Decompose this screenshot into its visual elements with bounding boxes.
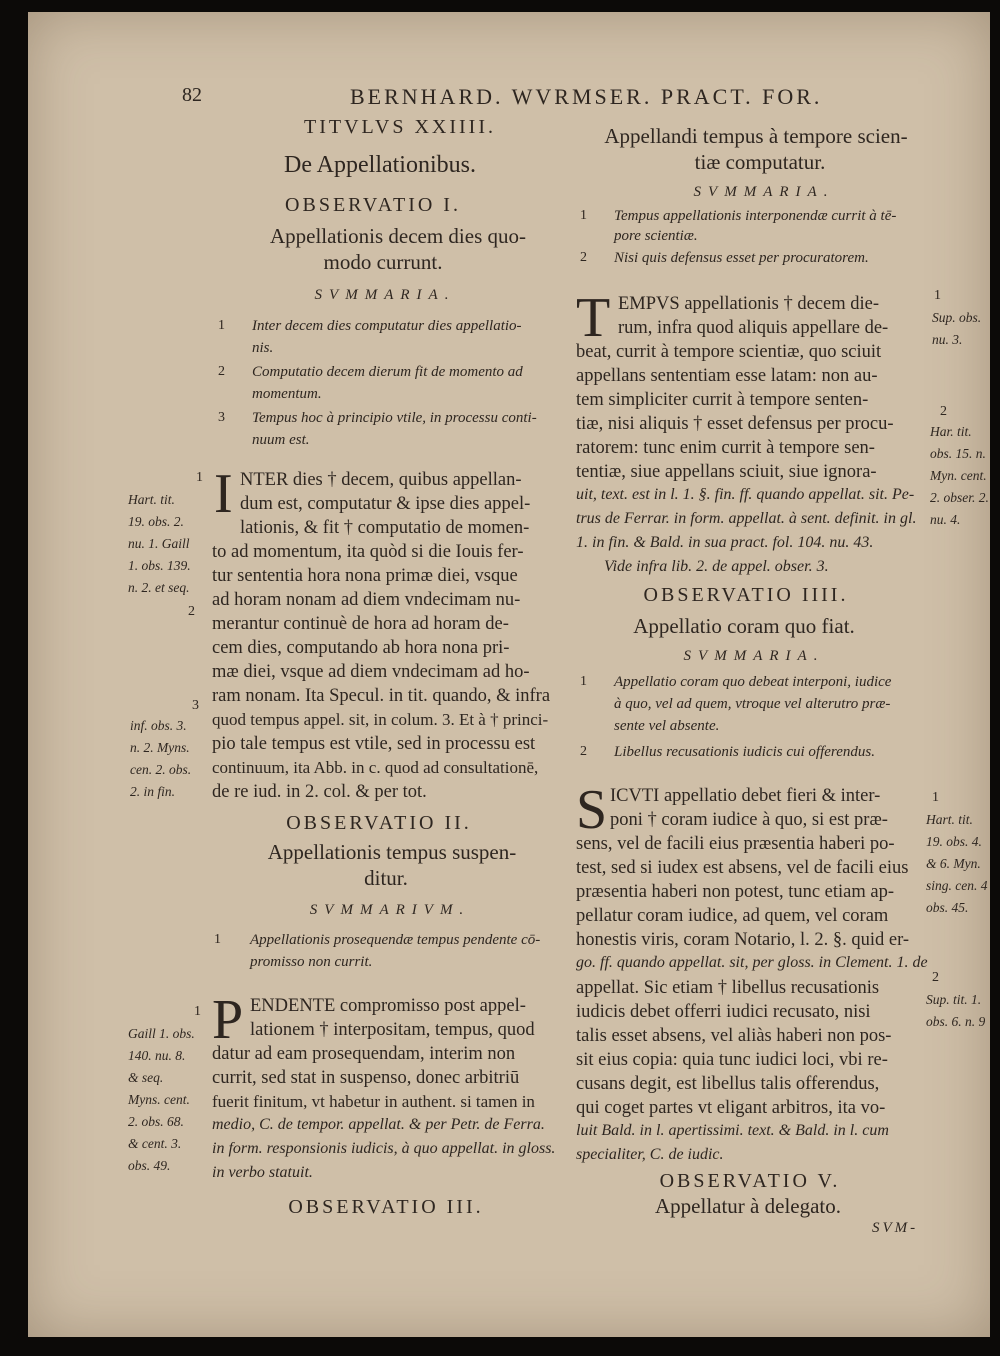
observatio-2-subtitle-line: Appellationis tempus suspen- bbox=[267, 840, 517, 864]
margin-note-line: cen. 2. obs. bbox=[130, 762, 192, 777]
drop-cap: T bbox=[576, 287, 611, 349]
body-line: pio tale tempus est vtile, sed in processu est bbox=[212, 734, 536, 754]
observatio-4-heading: OBSERVATIO IIII. bbox=[643, 584, 849, 606]
body-line: præsentia haberi non potest, tunc etiam ap- bbox=[576, 882, 895, 902]
body-line: cem dies, computando ab hora nona pri- bbox=[212, 638, 510, 658]
observatio-1-subtitle-line: modo currunt. bbox=[323, 250, 443, 274]
body-line: uit, text. est in l. 1. §. fin. ff. quando appellat. sit. Pe- bbox=[576, 486, 915, 503]
margin-note-line: n. 2. Myns. bbox=[130, 740, 190, 755]
body-line: mæ diei, vsque ad diem vndecimam ad ho- bbox=[212, 662, 530, 682]
margin-note-number: 1 bbox=[934, 288, 941, 303]
observatio-5-heading: OBSERVATIO V. bbox=[659, 1170, 841, 1192]
summary-number: 2 bbox=[580, 744, 587, 759]
body-line: beat, currit à tempore scientiæ, quo sciuit bbox=[576, 342, 882, 362]
margin-note-line: Har. tit. bbox=[930, 424, 972, 439]
margin-note-line: Hart. tit. bbox=[128, 492, 175, 507]
running-title: BERNHARD. WVRMSER. PRACT. FOR. bbox=[350, 84, 823, 109]
chapter-title: De Appellationibus. bbox=[284, 152, 476, 178]
body-line: in form. responsionis iudicis, à quo appellat. in gloss. bbox=[212, 1140, 556, 1157]
margin-note-number: 2 bbox=[940, 404, 947, 419]
body-line: qui coget partes vt eligant arbitros, ita vo- bbox=[576, 1098, 886, 1118]
margin-note-line: inf. obs. 3. bbox=[130, 718, 187, 733]
body-line: ratorem: tunc enim currit à tempore sen- bbox=[576, 438, 875, 458]
summary-line: Tempus appellationis interponendæ currit à tē- bbox=[614, 208, 897, 224]
body-line: tentiæ, siue appellans sciuit, siue ignora- bbox=[576, 462, 877, 482]
body-line: appellat. Sic etiam † libellus recusationis bbox=[576, 978, 880, 998]
margin-note-line: 2. obser. 2. bbox=[930, 490, 989, 505]
margin-note-line: 19. obs. 2. bbox=[128, 514, 184, 529]
body-line: datur ad eam prosequendam, interim non bbox=[212, 1044, 516, 1064]
summary-number: 2 bbox=[218, 364, 225, 379]
summary-line: Nisi quis defensus esset per procuratorem. bbox=[614, 250, 869, 266]
observatio-1-heading: OBSERVATIO I. bbox=[285, 194, 461, 216]
summary-line: pore scientiæ. bbox=[614, 228, 698, 244]
summary-line: Appellatio coram quo debeat interponi, iudice bbox=[614, 674, 892, 690]
margin-note-line: nu. 4. bbox=[930, 512, 961, 527]
margin-note-number: 1 bbox=[196, 470, 203, 485]
summary-number: 3 bbox=[218, 410, 225, 425]
observatio-3-heading: OBSERVATIO III. bbox=[288, 1196, 484, 1218]
body-line: ram nonam. Ita Specul. in tit. quando, & infra bbox=[212, 686, 551, 706]
body-line: 1. in fin. & Bald. in sua pract. fol. 104. nu. 43. bbox=[576, 534, 874, 551]
summary-line: Tempus hoc à principio vtile, in processu conti- bbox=[252, 410, 537, 426]
drop-cap: S bbox=[576, 779, 608, 841]
body-line: honestis viris, coram Notario, l. 2. §. quid er- bbox=[576, 930, 910, 950]
body-line: Vide infra lib. 2. de appel. obser. 3. bbox=[604, 558, 829, 575]
observatio-4-subtitle: Appellatio coram quo fiat. bbox=[633, 614, 855, 638]
body-line: tiæ, nisi aliquis † esset defensus per procu- bbox=[576, 414, 894, 434]
summary-number: 1 bbox=[580, 674, 587, 689]
body-line: dum est, computatur & ipse dies appel- bbox=[240, 494, 531, 514]
margin-note-line: Sup. obs. bbox=[932, 310, 982, 325]
margin-note-line: 2. in fin. bbox=[130, 784, 176, 799]
body-line: tur sententia hora nona primæ diei, vsque bbox=[212, 566, 518, 586]
margin-note-number: 3 bbox=[192, 698, 199, 713]
margin-note-line: obs. 49. bbox=[128, 1158, 171, 1173]
body-line: fuerit finitum, vt habetur in authent. si tamen in bbox=[212, 1092, 535, 1111]
margin-note-line: 19. obs. 4. bbox=[926, 834, 982, 849]
observatio-5-subtitle: Appellatur à delegato. bbox=[654, 1194, 842, 1218]
body-line: de re iud. in 2. col. & per tot. bbox=[212, 782, 427, 802]
margin-note-line: & 6. Myn. bbox=[926, 856, 981, 871]
page-number: 82 bbox=[182, 84, 202, 106]
body-line: in verbo statuit. bbox=[212, 1164, 313, 1181]
observatio-3-subtitle-line: Appellandi tempus à tempore scien- bbox=[604, 124, 908, 148]
titulus-heading: TITVLVS XXIIII. bbox=[303, 116, 497, 138]
margin-note-line: n. 2. et seq. bbox=[128, 580, 190, 595]
body-line: ad horam nonam ad diem vndecimam nu- bbox=[212, 590, 521, 610]
margin-note-line: 1. obs. 139. bbox=[128, 558, 191, 573]
body-line: trus de Ferrar. in form. appellat. à sent. definit. in gl. bbox=[576, 510, 917, 527]
margin-note-line: & cent. 3. bbox=[128, 1136, 182, 1151]
margin-note-number: 1 bbox=[194, 1004, 201, 1019]
summary-line: promisso non currit. bbox=[250, 954, 373, 970]
body-line: sens, vel de facili eius præsentia haberi po- bbox=[576, 834, 895, 854]
summaria-heading: SVMMARIA. bbox=[683, 648, 825, 664]
body-line: ICVTI appellatio debet fieri & inter- bbox=[610, 786, 881, 806]
observatio-1-subtitle-line: Appellationis decem dies quo- bbox=[269, 224, 527, 248]
margin-note-line: 140. nu. 8. bbox=[128, 1048, 186, 1063]
drop-cap: I bbox=[214, 463, 233, 525]
summary-line: Appellationis prosequendæ tempus pendente cō- bbox=[250, 932, 541, 948]
body-line: to ad momentum, ita quòd si die Iouis fer- bbox=[212, 542, 524, 562]
summary-number: 2 bbox=[580, 250, 587, 265]
summary-line: Libellus recusationis iudicis cui offerendus. bbox=[614, 744, 875, 760]
margin-note-line: obs. 45. bbox=[926, 900, 969, 915]
body-line: rum, infra quod aliquis appellare de- bbox=[618, 318, 889, 338]
body-line: lationem † interpositam, tempus, quod bbox=[250, 1020, 535, 1040]
summary-number: 1 bbox=[218, 318, 225, 333]
margin-note-line: Myns. cent. bbox=[128, 1092, 190, 1107]
body-line: go. ff. quando appellat. sit, per gloss. in Clement. 1. de bbox=[576, 954, 928, 971]
observatio-2-subtitle-line: ditur. bbox=[364, 866, 408, 890]
summaria-heading: SVMMARIA. bbox=[693, 184, 835, 200]
margin-note-number: 2 bbox=[188, 604, 195, 619]
body-line: appellans sententiam esse latam: non au- bbox=[576, 366, 878, 386]
observatio-3-subtitle-line: tiæ computatur. bbox=[694, 150, 826, 174]
summary-line: Computatio decem dierum fit de momento ad bbox=[252, 364, 523, 380]
summary-line: Inter decem dies computatur dies appellatio- bbox=[252, 318, 522, 334]
body-line: currit, sed stat in suspenso, donec arbitriū bbox=[212, 1068, 520, 1088]
summary-line: sente vel absente. bbox=[614, 718, 720, 734]
margin-note-line: Hart. tit. bbox=[926, 812, 973, 827]
body-line: cusans degit, est libellus talis offerendus, bbox=[576, 1074, 880, 1094]
margin-note-line: & seq. bbox=[128, 1070, 164, 1085]
body-line: NTER dies † decem, quibus appellan- bbox=[240, 470, 522, 490]
drop-cap: P bbox=[212, 989, 244, 1051]
body-line: quod tempus appel. sit, in colum. 3. Et à † princi- bbox=[212, 710, 549, 729]
body-line: ENDENTE compromisso post appel- bbox=[250, 996, 526, 1016]
summary-line: nuum est. bbox=[252, 432, 310, 448]
margin-note-line: obs. 6. n. 9 bbox=[926, 1014, 986, 1029]
summary-line: à quo, vel ad quem, vtroque vel alterutro præ- bbox=[614, 696, 891, 712]
summary-line: momentum. bbox=[252, 386, 322, 402]
observatio-2-heading: OBSERVATIO II. bbox=[286, 812, 472, 834]
book-page bbox=[28, 12, 990, 1337]
catchword: SVM- bbox=[872, 1220, 919, 1236]
margin-note-line: nu. 3. bbox=[932, 332, 963, 347]
body-line: continuum, ita Abb. in c. quod ad consultationē, bbox=[212, 758, 539, 777]
summary-line: nis. bbox=[252, 340, 274, 356]
margin-note-line: nu. 1. Gaill bbox=[128, 536, 190, 551]
body-line: pellatur coram iudice, ad quem, vel coram bbox=[576, 906, 889, 926]
body-line: sit eius copia: quia tunc iudici loci, vbi re- bbox=[576, 1050, 888, 1070]
body-line: iudicis debet offerri iudici recusato, nisi bbox=[576, 1002, 871, 1022]
body-line: EMPVS appellationis † decem die- bbox=[618, 294, 880, 314]
margin-note-line: Gaill 1. obs. bbox=[128, 1026, 195, 1041]
summary-number: 1 bbox=[580, 208, 587, 223]
body-line: test, sed si iudex est absens, vel de facili eius bbox=[576, 858, 909, 878]
summaria-heading: SVMMARIA. bbox=[314, 287, 456, 303]
margin-note-line: Myn. cent. bbox=[930, 468, 987, 483]
margin-note-line: sing. cen. 4 bbox=[926, 878, 988, 893]
margin-note-line: 2. obs. 68. bbox=[128, 1114, 184, 1129]
margin-note-line: obs. 15. n. bbox=[930, 446, 986, 461]
body-line: lationis, & fit † computatio de momen- bbox=[240, 518, 530, 538]
body-line: poni † coram iudice à quo, si est præ- bbox=[610, 810, 888, 830]
body-line: luit Bald. in l. apertissimi. text. & Bald. in l. cum bbox=[576, 1122, 889, 1139]
margin-note-number: 1 bbox=[932, 790, 939, 805]
body-line: merantur continuè de hora ad horam de- bbox=[212, 614, 509, 634]
summarium-heading: SVMMARIVM. bbox=[309, 902, 471, 918]
body-line: specialiter, C. de iudic. bbox=[576, 1146, 724, 1163]
margin-note-line: Sup. tit. 1. bbox=[926, 992, 982, 1007]
body-line: talis esset absens, vel aliàs haberi non pos- bbox=[576, 1026, 892, 1046]
body-line: medio, C. de tempor. appellat. & per Petr. de Ferra. bbox=[212, 1116, 545, 1133]
summary-number: 1 bbox=[214, 932, 221, 947]
margin-note-number: 2 bbox=[932, 970, 939, 985]
body-line: tem simpliciter currit à tempore senten- bbox=[576, 390, 869, 410]
